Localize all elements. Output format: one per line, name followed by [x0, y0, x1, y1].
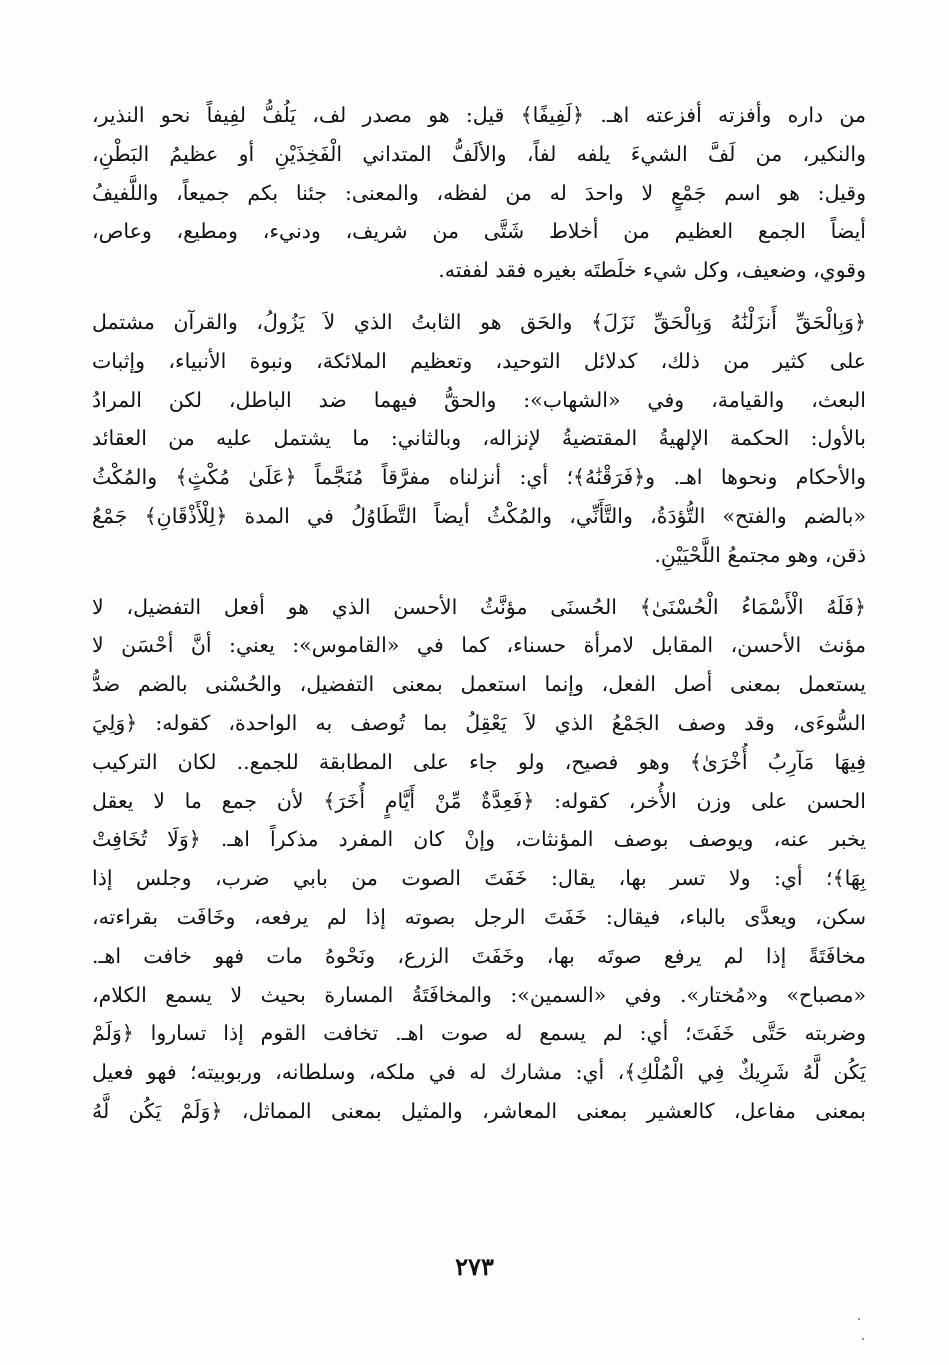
- scan-speck: [858, 1318, 860, 1320]
- paragraph: [92, 588, 866, 1131]
- text-line: ذقن، وهو مجتمعُ اللَّحْيَيْنِ.: [654, 542, 866, 567]
- text-line: بالأول: الحكمة الإلهيةُ المقتضيةُ لإنزاله، وبالثاني: ما يشتمل عليه من العقائد: [92, 426, 866, 451]
- text-line: مؤنث الأحسن، المقابل لامرأة حسناء، كما في «القاموس»: يعني: أنَّ أحْسَن لا: [92, 633, 866, 658]
- paragraph: [92, 96, 866, 290]
- text-line: يَكُن لَّهُ شَرِيكٌ فِي الْمُلْكِ﴾، أي: مشارك له في ملكه، وسلطانه، وربوبيته؛ فهو فعيل: [92, 1060, 866, 1085]
- text-line: أيضاً الجمع العظيم من أخلاط شَتَّى من شريف، ودنيء، ومطيع، وعاص،: [92, 219, 866, 244]
- text-line: مخافَتَةً إذا لم يرفع صوتَه بها، وخَفَتَ الزرع، ونَحْوهُ مات فهو خافت اهـ.: [92, 943, 866, 968]
- text-line: على كثير من ذلك، كدلائل التوحيد، وتعظيم الملائكة، ونبوة الأنبياء، وإثبات: [92, 348, 866, 373]
- text-line: ﴿وَبِالْحَقِّ أَنزَلْنَٰهُ وَبِالْحَقِّ نَزَلَ﴾ والحَق هو الثابتُ الذي لاَ يَزُولُ، والقرآن مشتمل: [92, 309, 866, 334]
- text-line: سكن، ويعدَّى بالباء، فيقال: خَفَتَ الرجل بصوته إذا لم يرفعه، وخَافَت بقراءته،: [92, 904, 866, 929]
- text-line: وقيل: هو اسم جَمْعٍ لا واحدَ له من لفظه، والمعنى: جئنا بكم جميعاً، واللَّفيفُ: [92, 180, 866, 205]
- text-line: الحسن على وزن الأُخر، كقوله: ﴿فَعِدَّةٌ مِّنْ أَيَّامٍ أُخَرَ﴾ لأن جمع ما لا يعقل: [92, 788, 866, 813]
- text-line: بِهَا﴾؛ أي: ولا تسر بها، يقال: خَفَتَ الصوت من بابي ضرب، وجلس إذا: [92, 866, 866, 891]
- scan-speck: [862, 1338, 864, 1340]
- text-line: السُّوءَى، وقد وصف الجَمْعُ الذي لاَ يَعْقِلُ بما تُوصف به الواحدة، كقوله: ﴿وَلِيَ: [92, 710, 866, 735]
- paragraph-gap: [92, 575, 866, 588]
- text-line: وضربته حَتَّى خَفَتَ؛ أي: لم يسمع له صوت اهـ. تخافت القوم إذا تساروا ﴿وَلَمْ: [92, 1021, 866, 1046]
- paragraph: [92, 303, 866, 575]
- text-line: من داره وأفزته أفزعته اهـ. ﴿لَفِيفًا﴾ قيل: هو مصدر لف، يَلُفُّ لفِيفاً نحو النذير،: [92, 103, 866, 127]
- text-line: فِيهَا مَآرِبُ أُخْرَىٰ﴾ وهو فصيح، ولو جاء على المطابقة للجمع.. لكان التركيب: [92, 749, 866, 774]
- paragraph-gap: [92, 290, 866, 303]
- text-line: ﴿فَلَهُ الْأَسْمَاءُ الْحُسْنَىٰ﴾ الحُسنَى مؤنَّثُ الأحسن الذي هو أفعل التفضيل، لا: [92, 594, 866, 619]
- text-line: يخبر عنه، ويوصف بوصف المؤنثات، وإنْ كان المفرد مذكراً اهـ. ﴿وَلَا تُخَافِتْ: [92, 827, 866, 852]
- text-line: وقوي، وضعيف، وكل شيء خلَطتَه بغيره فقد لففته.: [438, 258, 866, 283]
- text-line: والنكير، من لَفَّ الشيءَ يلفه لفاً، والألَفُّ المتداني الْفَخِذَيْنِ أو عظيمُ البَطْنِ،: [92, 141, 866, 166]
- text-line: البعث، والقيامة، وفي «الشهاب»: والحقُّ فيهما ضد الباطل، لكن المرادُ: [92, 387, 866, 412]
- body-text: [92, 96, 866, 1131]
- page-number: ٢٧٣: [455, 1252, 494, 1281]
- text-line: بمعنى مفاعل، كالعشير بمعنى المعاشر، والمثيل بمعنى المماثل، ﴿وَلَمْ يَكُن لَّهُ: [92, 1098, 866, 1123]
- text-line: يستعمل بمعنى أصل الفعل، وإنما استعمل بمعنى التفضيل، والحُسْنى بالضم ضدُّ: [92, 672, 866, 697]
- text-line: «بالضم والفتح» التُّؤدَةُ، والتَّأَنِّي، والمُكْثُ أيضاً التَّطَاوُلُ في المدة ﴿لِلْأَذْقَانِ﴾ جَمْعُ: [92, 503, 866, 528]
- text-line: «مصباح» و«مُختار». وفي «السمين»: والمخافَتَةُ المسارة بحيث لا يسمع الكلام،: [92, 982, 866, 1007]
- text-line: والأحكام ونحوها اهـ. و﴿فَرَقْنَٰهُ﴾؛ أي: أنزلناه مفرَّقاً مُنَجَّماً ﴿عَلَىٰ مُكْثٍ﴾ والمُكْثُ: [92, 465, 866, 490]
